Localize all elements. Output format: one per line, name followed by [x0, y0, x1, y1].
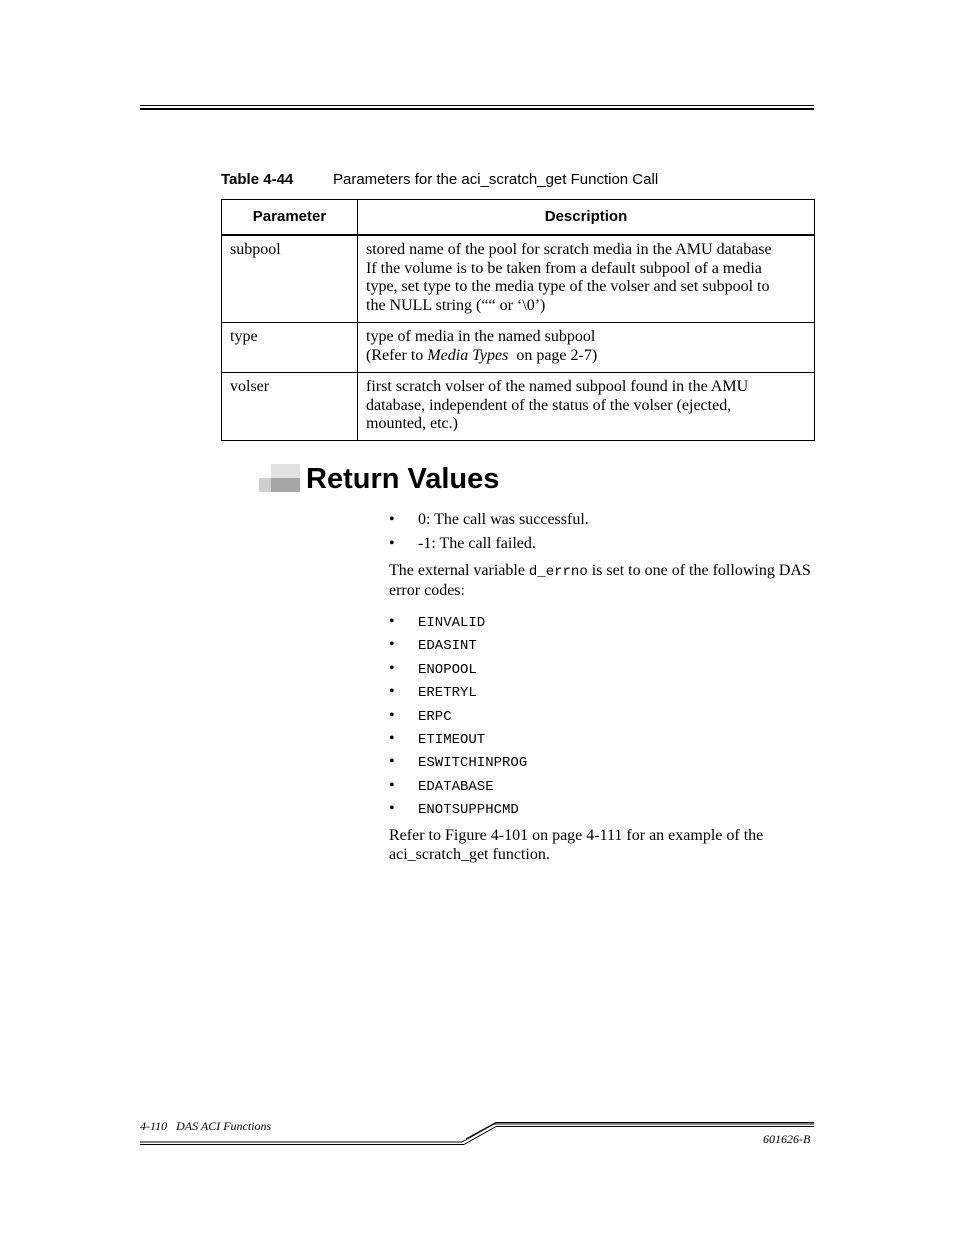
- errno-intro-after: is set to one of the following DAS error codes:: [389, 562, 811, 599]
- errno-variable: d_errno: [528, 564, 588, 580]
- param-cell: type: [222, 323, 358, 373]
- description-cell: [358, 235, 815, 323]
- description-cell: [358, 323, 815, 373]
- bullet-icon: •: [389, 636, 395, 654]
- description-line: first scratch volser of the named subpool found in the AMU: [366, 378, 749, 395]
- bullet-icon: •: [389, 535, 395, 552]
- list-item: [389, 753, 527, 776]
- bullet-icon: •: [389, 776, 395, 794]
- list-item: [389, 511, 589, 535]
- description-cell: [358, 373, 815, 441]
- list-item: [389, 683, 527, 706]
- description-line: the NULL string (““ or ‘\0’): [366, 296, 546, 314]
- section-title: Return Values: [306, 463, 500, 495]
- bullet-icon: •: [389, 800, 395, 818]
- reference-suffix: on page 2-7): [508, 346, 598, 364]
- list-item: [389, 535, 589, 559]
- return-value-list: [389, 511, 589, 559]
- column-header-description: Description: [358, 200, 815, 236]
- table-caption: [221, 171, 658, 188]
- error-code: ENOTSUPPHCMD: [418, 802, 519, 819]
- bullet-icon: •: [389, 511, 395, 528]
- reference-prefix: (Refer to: [366, 346, 428, 364]
- list-item: [389, 636, 527, 659]
- description-line: type of media in the named subpool: [366, 328, 596, 345]
- param-cell: volser: [222, 373, 358, 441]
- list-item: [389, 777, 527, 800]
- header-rule: [140, 105, 814, 112]
- table-title: Parameters for the aci_scratch_get Function Call: [333, 171, 659, 188]
- error-code: EDASINT: [418, 638, 477, 655]
- table-header-row: [222, 200, 815, 236]
- list-item: [389, 800, 527, 823]
- description-line: stored name of the pool for scratch media in the AMU database: [366, 241, 772, 258]
- footer-rules: [140, 1122, 816, 1146]
- footer-left-text: 4-110 DAS ACI Functions: [140, 1119, 272, 1133]
- errno-intro-paragraph: [389, 562, 814, 600]
- closing-paragraph: Refer to Figure 4-101 on page 4-111 for an example of the aci_scratch_get function.: [389, 827, 764, 863]
- error-code: EDATABASE: [418, 778, 494, 795]
- bullet-icon: •: [389, 706, 395, 724]
- bullet-icon: •: [389, 683, 395, 701]
- errno-intro-before: The external variable: [389, 562, 529, 579]
- bullet-icon: •: [389, 659, 395, 677]
- error-code: ERPC: [418, 708, 452, 725]
- table-number: Table 4-44: [221, 171, 294, 188]
- return-value-text: -1: The call failed.: [418, 535, 536, 552]
- media-types-link[interactable]: Media Types: [427, 346, 509, 364]
- section-heading-icon: [259, 464, 300, 492]
- list-item: [389, 730, 527, 753]
- description-line: If the volume is to be taken from a default subpool of a media: [366, 259, 762, 277]
- table-row: [222, 373, 815, 441]
- bullet-icon: •: [389, 729, 395, 747]
- bullet-icon: •: [389, 753, 395, 771]
- param-cell: subpool: [222, 235, 358, 323]
- description-line: mounted, etc.): [366, 415, 458, 432]
- list-item: [389, 707, 527, 730]
- list-item: [389, 613, 527, 636]
- parameters-table: [221, 199, 815, 441]
- list-item: [389, 660, 527, 683]
- table-row: [222, 235, 815, 323]
- return-value-text: 0: The call was successful.: [418, 511, 589, 528]
- error-code: ENOPOOL: [418, 661, 477, 678]
- error-code: ESWITCHINPROG: [418, 755, 528, 772]
- column-header-parameter: Parameter: [222, 200, 358, 236]
- error-code: EINVALID: [418, 615, 486, 631]
- description-line: database, independent of the status of the volser (ejected,: [366, 396, 732, 414]
- error-code: ETIMEOUT: [418, 731, 486, 748]
- error-code: ERETRYL: [418, 685, 477, 702]
- table-row: [222, 323, 815, 373]
- description-line: type, set type to the media type of the volser and set subpool to: [366, 278, 770, 295]
- bullet-icon: •: [389, 613, 395, 630]
- description-reference: [366, 347, 806, 366]
- footer-doc-number: 601626-B: [763, 1132, 811, 1146]
- error-code-list: [389, 613, 527, 824]
